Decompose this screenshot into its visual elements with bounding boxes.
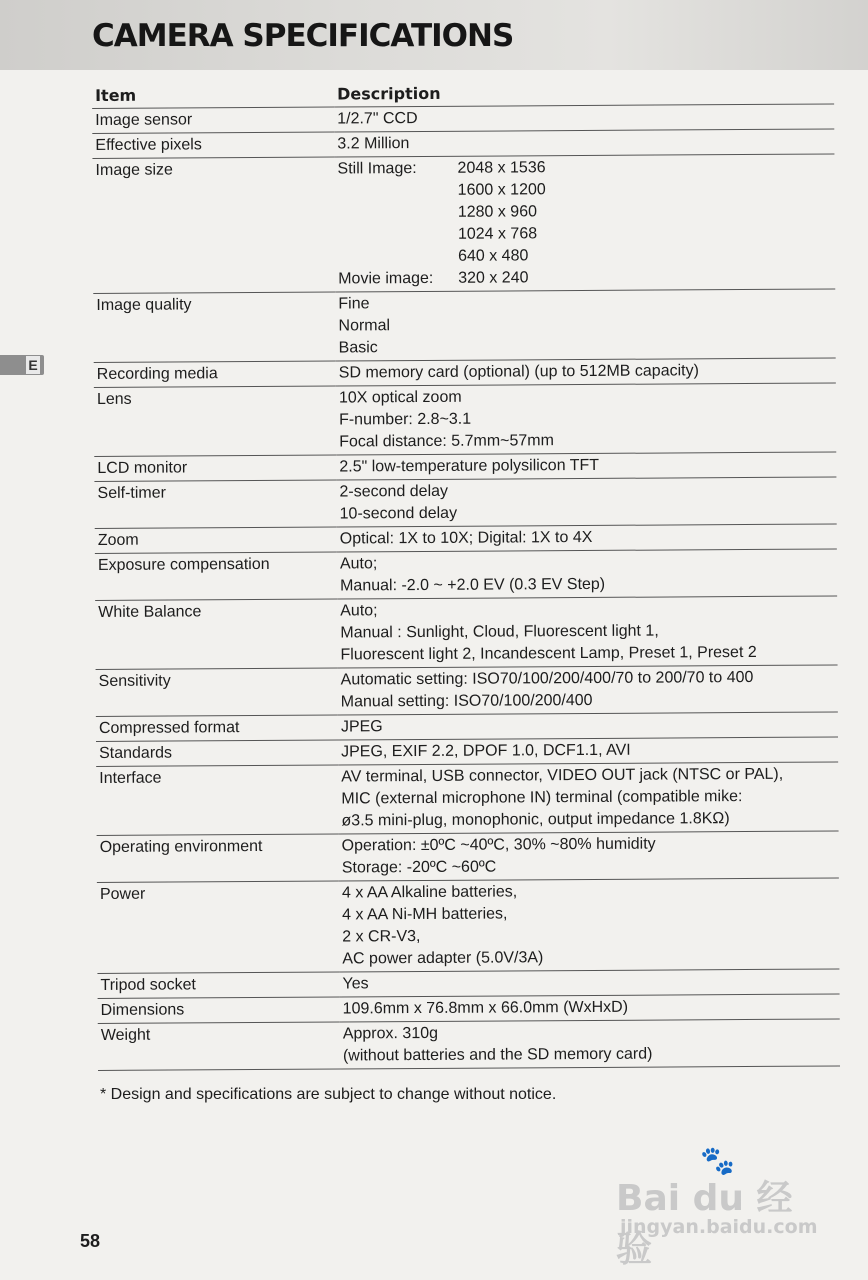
spec-row (98, 1019, 840, 1071)
spec-item: Recording media (94, 361, 336, 387)
section-tab-letter: E (26, 356, 40, 374)
spec-description (340, 994, 840, 1022)
spec-row (95, 596, 837, 670)
movie-image-size: 320 x 240 (458, 269, 529, 287)
spec-item: White Balance (95, 599, 337, 669)
spec-description-line: 1/2.7" CCD (337, 110, 418, 128)
spec-description-line: Approx. 310g (342, 1024, 439, 1043)
spec-description-line: Operation: ±0ºC ~40ºC, 30% ~80% humidity (341, 835, 656, 855)
spec-description-line: Optical: 1X to 10X; Digital: 1X to 4X (339, 528, 593, 548)
spec-description (339, 878, 840, 972)
spec-description (334, 154, 835, 292)
spec-item: Self-timer (94, 480, 336, 528)
spec-description-line: Automatic setting: ISO70/100/200/400/70 to 200/70 to 400 (340, 668, 754, 689)
spec-description (338, 762, 838, 834)
spec-description (337, 549, 837, 599)
watermark (612, 1144, 822, 1270)
spec-description-line: Normal (338, 317, 391, 335)
spec-description (339, 831, 839, 881)
spec-description-line: 109.6mm x 76.8mm x 66.0mm (WxHxD) (342, 998, 629, 1018)
item-column-header: Item (92, 83, 334, 109)
watermark-url: jingyan.baidu.com (620, 1216, 818, 1238)
spec-description (336, 358, 836, 386)
spec-item: Lens (94, 386, 336, 456)
spec-description-line: 2.5" low-temperature polysilicon TFT (339, 456, 600, 476)
spec-row (94, 477, 836, 529)
still-image-size: 640 x 480 (458, 247, 529, 265)
spec-description-line: 4 x AA Ni-MH batteries, (342, 905, 508, 924)
spec-description (340, 1019, 840, 1069)
spec-description-line: JPEG (340, 718, 383, 736)
page-number: 58 (80, 1231, 101, 1251)
description-column-header: Description (334, 79, 834, 107)
spec-description-line: SD memory card (optional) (up to 512MB capacity) (338, 362, 699, 382)
spec-description-line: 10X optical zoom (338, 388, 462, 407)
paw-icon: 🐾 (700, 1144, 735, 1177)
spec-description-line: (without batteries and the SD memory card) (342, 1045, 653, 1065)
spec-description-line: Storage: -20ºC ~60ºC (341, 858, 497, 877)
spec-description (337, 524, 837, 552)
spec-item: Exposure compensation (95, 552, 337, 600)
spec-description-line: AC power adapter (5.0V/3A) (342, 949, 544, 968)
spec-description-line: MIC (external microphone IN) terminal (compatible mike: (341, 788, 743, 808)
specifications-table (92, 79, 840, 1071)
spec-item: Tripod socket (97, 972, 339, 998)
spec-description-line: Auto; (340, 602, 378, 620)
spec-description-line: Manual: -2.0 ~ +2.0 EV (0.3 EV Step) (340, 575, 606, 595)
spec-description-line: Basic (338, 339, 378, 357)
spec-item: Interface (96, 765, 338, 835)
spec-item: Image sensor (92, 107, 334, 133)
spec-description-line: Fine (338, 295, 370, 313)
still-image-label: Still Image: (337, 160, 417, 178)
spec-item: Operating environment (97, 834, 339, 882)
spec-description-line: 3.2 Million (337, 135, 410, 153)
spec-item: Compressed format (96, 715, 338, 741)
spec-description (338, 712, 838, 740)
spec-description-line: Yes (342, 975, 369, 993)
spec-item: Sensitivity (96, 668, 338, 716)
page-title: CAMERA SPECIFICATIONS (92, 18, 514, 54)
spec-row (96, 762, 838, 836)
spec-item: Image size (92, 157, 335, 293)
spec-description (338, 737, 838, 765)
still-image-size: 1024 x 768 (457, 225, 538, 243)
spec-description (334, 104, 834, 132)
still-image-size: 2048 x 1536 (457, 159, 546, 177)
still-image-size: 1600 x 1200 (457, 181, 546, 199)
spec-row (97, 878, 840, 974)
spec-item: Zoom (95, 527, 337, 553)
spec-description-line: 2-second delay (339, 482, 449, 501)
spec-description (338, 665, 838, 715)
spec-description (335, 289, 835, 361)
spec-description-line: Manual setting: ISO70/100/200/400 (340, 691, 593, 711)
spec-row (93, 289, 835, 363)
spec-item: Standards (96, 740, 338, 766)
spec-description-line: 2 x CR-V3, (342, 928, 421, 946)
spec-row (97, 831, 839, 883)
spec-description (334, 129, 834, 157)
spec-row (96, 665, 838, 717)
spec-row (92, 154, 835, 294)
still-image-size: 1280 x 960 (457, 203, 538, 221)
specifications-body (92, 104, 840, 1071)
section-tab (0, 355, 44, 375)
spec-description-line: Focal distance: 5.7mm~57mm (339, 432, 554, 451)
spec-description (339, 969, 839, 997)
spec-description (336, 452, 836, 480)
spec-description-line: Manual : Sunlight, Cloud, Fluorescent light 1, (340, 622, 659, 642)
spec-item: LCD monitor (94, 455, 336, 481)
spec-description (336, 477, 836, 527)
spec-row (95, 549, 837, 601)
movie-image-label: Movie image: (338, 269, 434, 288)
spec-description-line: ø3.5 mini-plug, monophonic, output impedance 1.8KΩ) (341, 810, 730, 830)
spec-description-line: Auto; (339, 555, 378, 573)
spec-row (94, 383, 836, 457)
watermark-brand: Bai du 经验 (616, 1178, 793, 1270)
spec-description-line: F-number: 2.8~3.1 (339, 410, 472, 429)
footnote: * Design and specifications are subject to change without notice. (100, 1086, 557, 1103)
spec-description-line: JPEG, EXIF 2.2, DPOF 1.0, DCF1.1, AVI (341, 741, 631, 761)
spec-item: Weight (98, 1022, 340, 1070)
spec-description (336, 383, 836, 455)
spec-item: Effective pixels (92, 132, 334, 158)
spec-description-line: Fluorescent light 2, Incandescent Lamp, Preset 1, Preset 2 (340, 643, 757, 664)
spec-description (337, 596, 837, 668)
spec-item: Dimensions (98, 997, 340, 1023)
spec-item: Image quality (93, 292, 335, 362)
spec-item: Power (97, 881, 340, 973)
spec-description-line: 10-second delay (339, 504, 458, 523)
spec-description-line: AV terminal, USB connector, VIDEO OUT jack (NTSC or PAL), (341, 765, 784, 786)
spec-description-line: 4 x AA Alkaline batteries, (341, 883, 518, 902)
